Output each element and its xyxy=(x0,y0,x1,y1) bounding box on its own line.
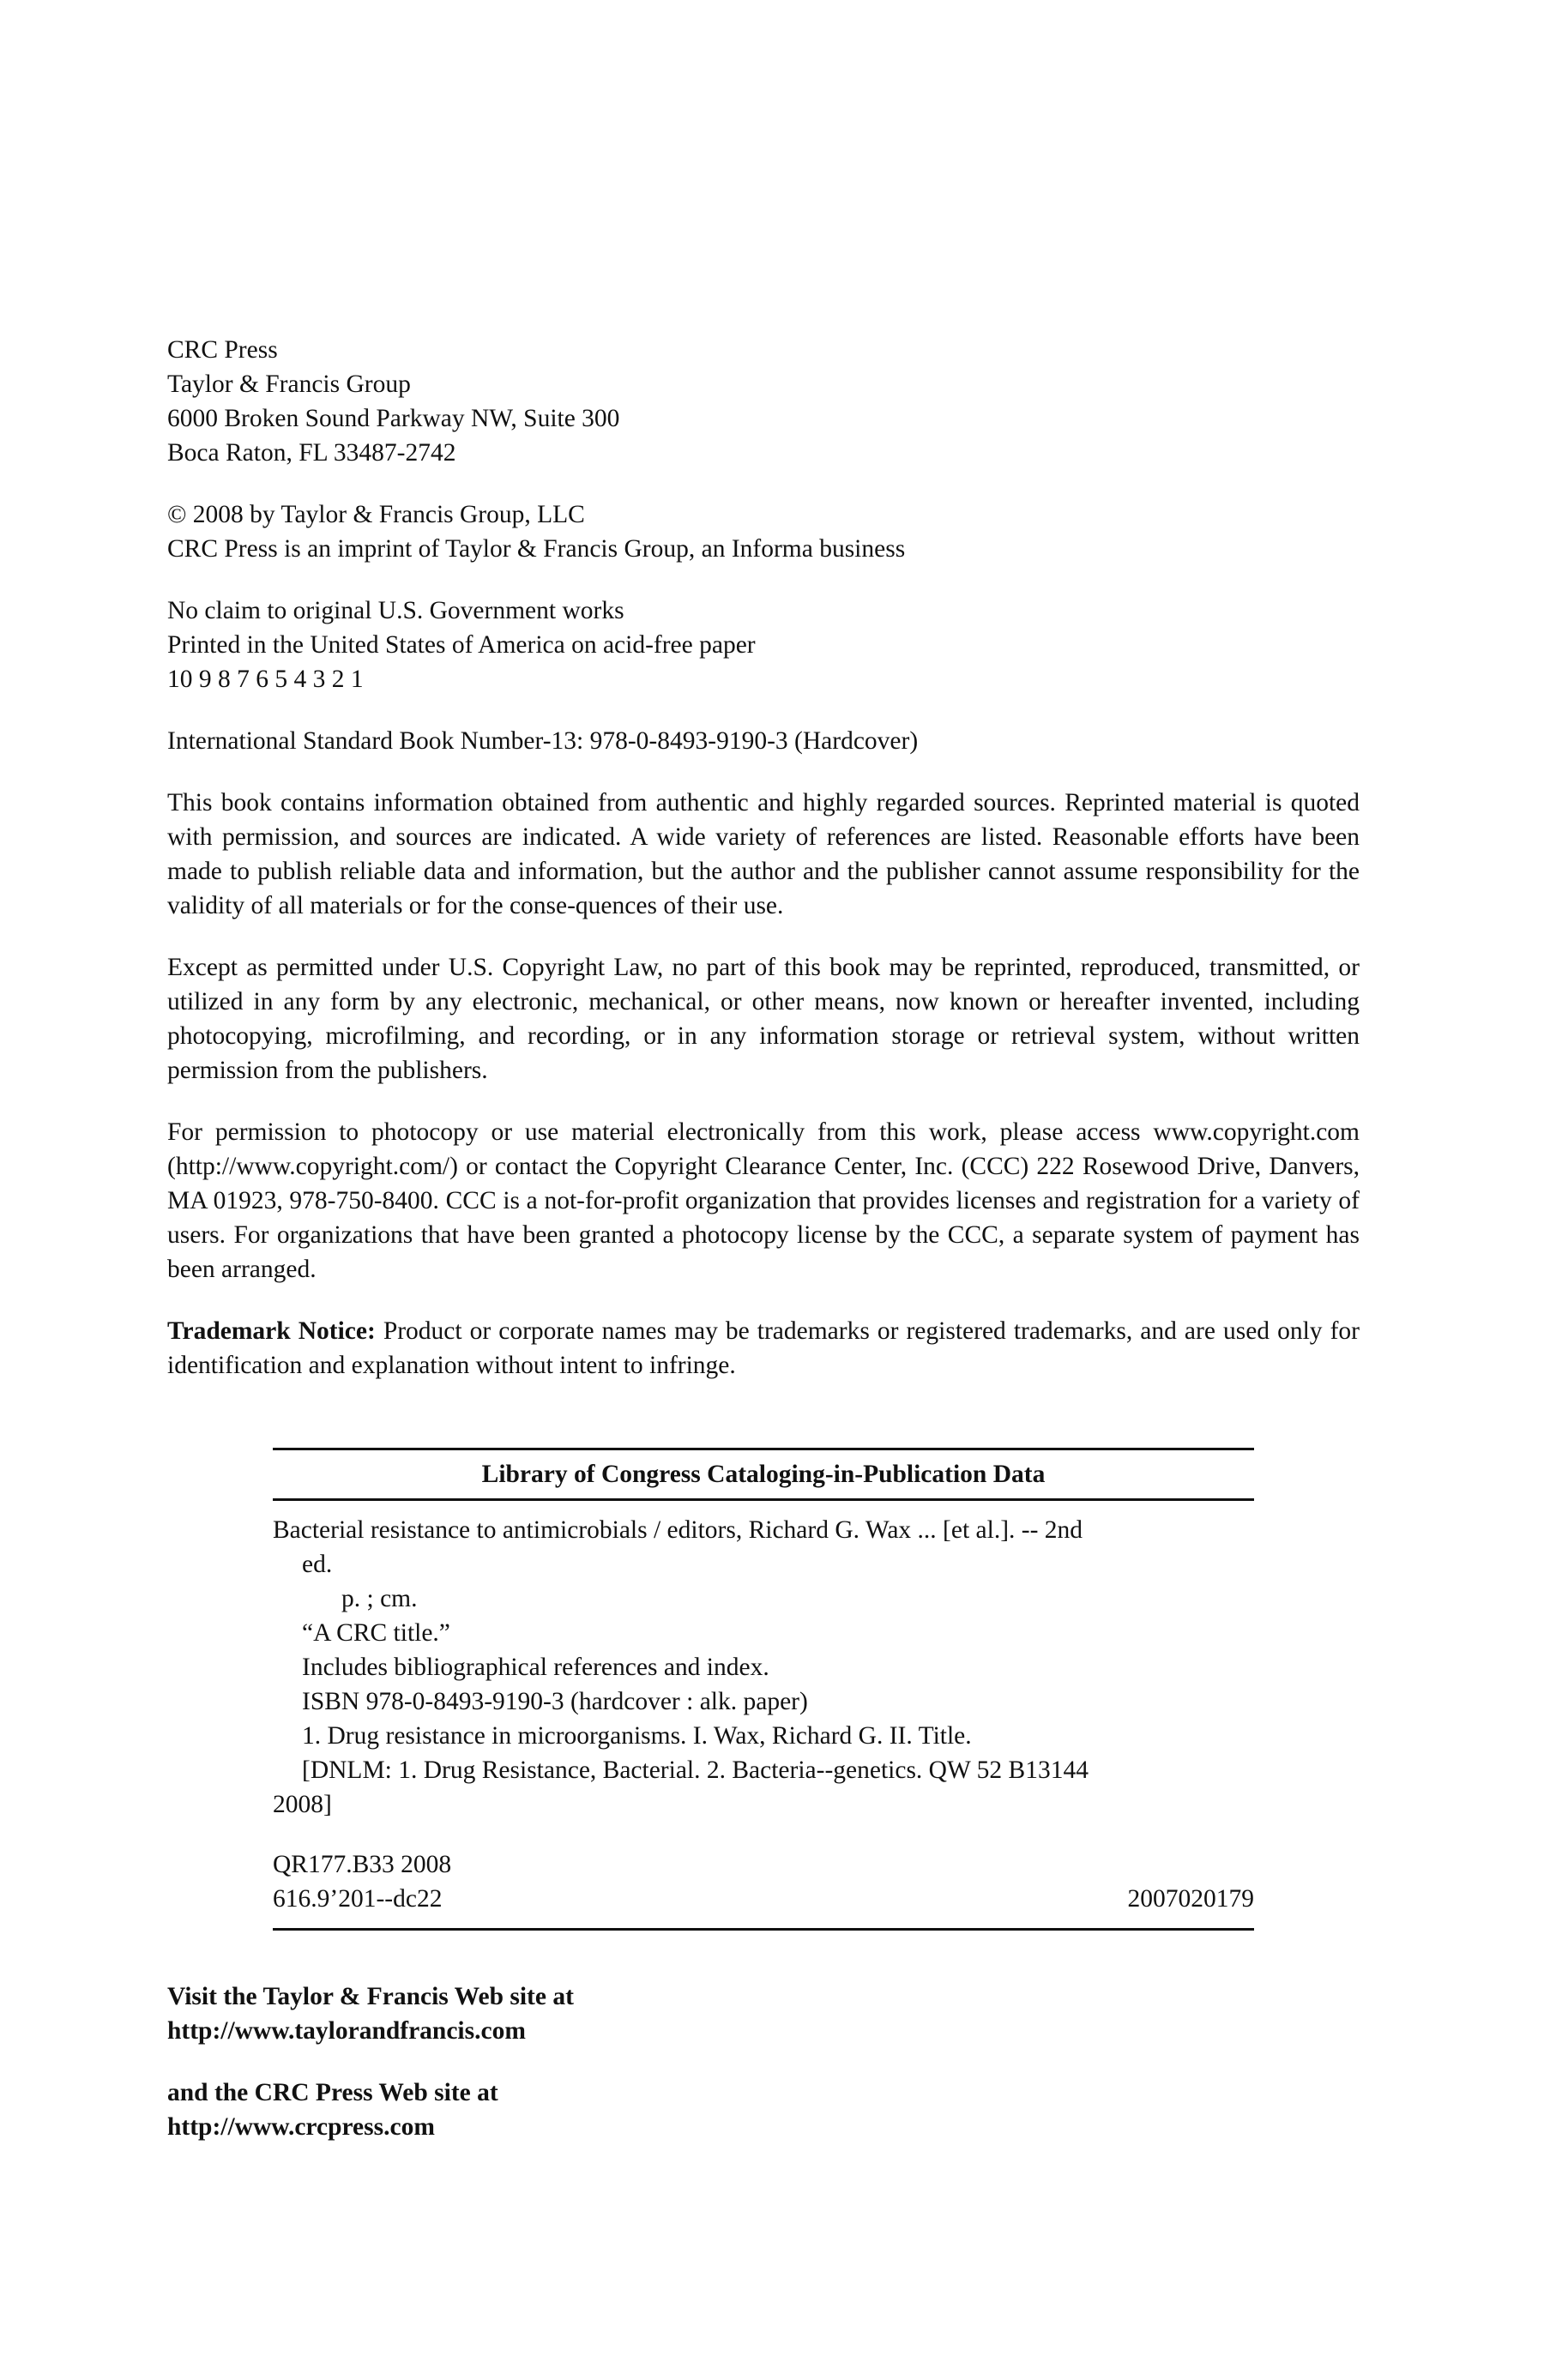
cip-lc-class: QR177.B33 2008 xyxy=(273,1851,452,1878)
cip-dnlm-cont: 2008] xyxy=(273,1791,332,1818)
tf-website-link[interactable]: http://www.taylorandfrancis.com xyxy=(167,2017,526,2045)
trademark-label: Trademark Notice: xyxy=(167,1317,376,1345)
reproduction-paragraph: Except as permitted under U.S. Copyright Law, no part of this book may be reprinted, reproduced, transmitted, or utilized in any form by any electronic, mechanical, or other means, now known or hereafter invented, including photocopying, microfilming, and recording, or in any information storage or retrieval system, without written permission from the publishers. xyxy=(167,954,1360,1084)
government-works-line: No claim to original U.S. Government works xyxy=(167,597,624,624)
address-line: Taylor & Francis Group xyxy=(167,371,411,398)
crc-website xyxy=(167,2076,574,2144)
publisher-address xyxy=(167,333,1360,470)
trademark-paragraph xyxy=(167,1314,1360,1383)
isbn-line: International Standard Book Number-13: 978-0-8493-9190-3 (Hardcover) xyxy=(167,727,919,755)
trademark-text: Product or corporate names may be trademarks or registered trademarks, and are used only for identification and explanation without intent to infringe. xyxy=(167,1317,1360,1379)
cip-title: Library of Congress Cataloging-in-Publication Data xyxy=(481,1461,1046,1488)
cip-title-line: Bacterial resistance to antimicrobials / editors, Richard G. Wax ... [et al.]. -- 2nd xyxy=(273,1516,1083,1544)
cip-title-line-cont: ed. xyxy=(302,1551,333,1578)
tf-website xyxy=(167,1979,574,2048)
cip-classification xyxy=(273,1847,1254,1928)
imprint-line: CRC Press is an imprint of Taylor & Francis Group, an Informa business xyxy=(167,535,906,563)
address-line: CRC Press xyxy=(167,336,278,364)
copyright-line: © 2008 by Taylor & Francis Group, LLC xyxy=(167,501,585,528)
cip-lccn: 2007020179 xyxy=(1127,1885,1254,1913)
cip-data-block xyxy=(273,1448,1254,1931)
printing-info xyxy=(167,593,1360,696)
cip-entry xyxy=(273,1501,1254,1928)
cip-note-title: “A CRC title.” xyxy=(302,1619,450,1647)
cip-subjects: 1. Drug resistance in microorganisms. I. Wax, Richard G. II. Title. xyxy=(302,1722,972,1750)
copyright-notice xyxy=(167,497,1360,566)
tf-website-label: Visit the Taylor & Francis Web site at xyxy=(167,1983,574,2010)
crc-website-link[interactable]: http://www.crcpress.com xyxy=(167,2113,435,2141)
cip-dnlm: [DNLM: 1. Drug Resistance, Bacterial. 2. Bacteria--genetics. QW 52 B13144 xyxy=(302,1756,1089,1784)
cip-dewey: 616.9’201--dc22 xyxy=(273,1885,443,1913)
address-line: Boca Raton, FL 33487-2742 xyxy=(167,439,456,467)
isbn-block xyxy=(167,724,1360,758)
crc-website-label: and the CRC Press Web site at xyxy=(167,2079,498,2106)
main-text xyxy=(167,333,1360,1410)
cip-note-refs: Includes bibliographical references and index. xyxy=(302,1654,769,1681)
visit-websites xyxy=(167,1979,574,2172)
cip-isbn: ISBN 978-0-8493-9190-3 (hardcover : alk. paper) xyxy=(302,1688,808,1715)
cip-physical: p. ; cm. xyxy=(341,1585,418,1612)
address-line: 6000 Broken Sound Parkway NW, Suite 300 xyxy=(167,405,620,432)
cip-bottom-rule xyxy=(273,1928,1254,1931)
printing-number-line: 10 9 8 7 6 5 4 3 2 1 xyxy=(167,666,364,693)
permission-paragraph: For permission to photocopy or use material electronically from this work, please access www.copyright.com (http://www.copyright.com/) or contact the Copyright Clearance Center, Inc. (CCC) 222 Rosewood Drive, Danvers, MA 01923, 978-750-8400. CCC is a not-for-profit organization that provides licenses and registration for a variety of users. For organizations that have been granted a photocopy license by the CCC, a separate system of payment has been arranged. xyxy=(167,1118,1360,1283)
sources-paragraph: This book contains information obtained from authentic and highly regarded sources. Reprinted material is quoted with permission, and sources are indicated. A wide variety of references are listed. Reasonable efforts have been made to publish reliable data and information, but the author and the publisher cannot assume responsibility for the validity of all materials or for the conse-quences of their use. xyxy=(167,789,1360,919)
printed-in-line: Printed in the United States of America on acid-free paper xyxy=(167,631,756,659)
cip-dewey-row xyxy=(273,1882,1254,1916)
